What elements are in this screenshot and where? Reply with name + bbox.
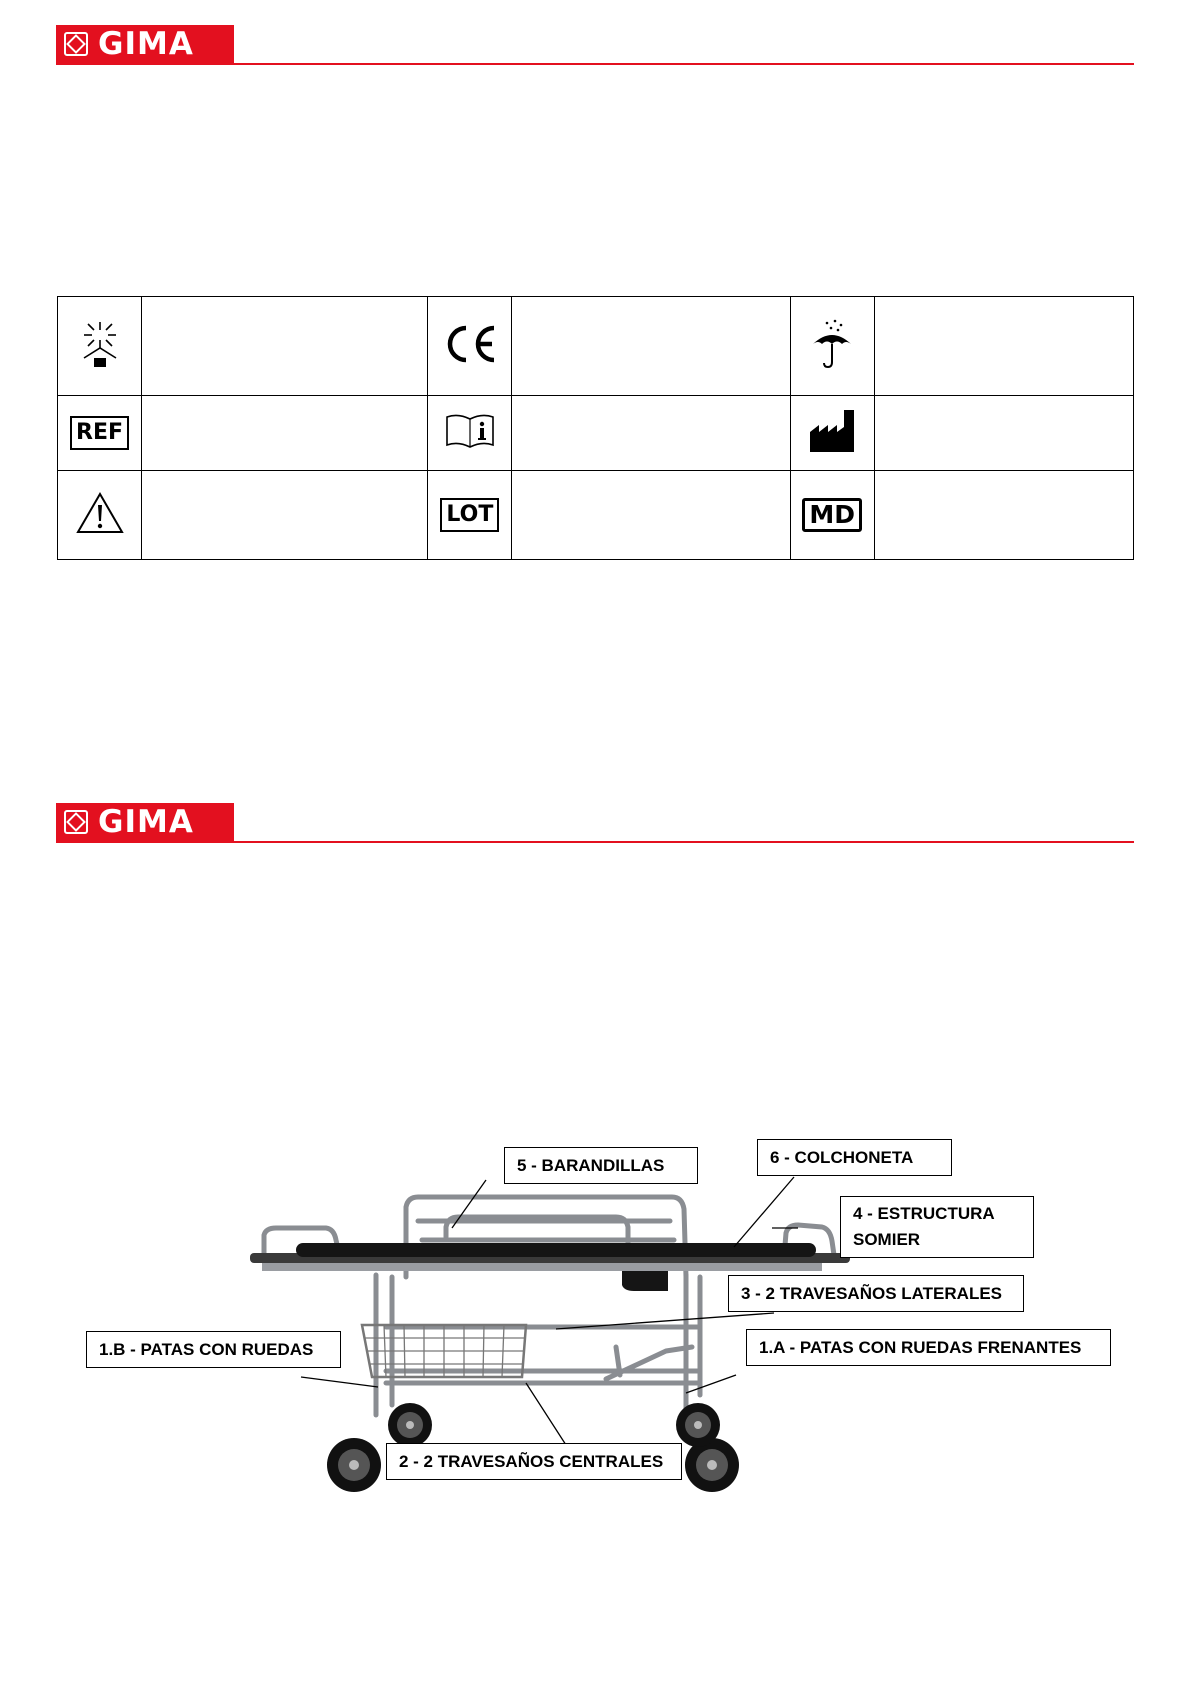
symbol-description: [512, 471, 790, 560]
manufacturer-factory-icon: [807, 408, 857, 454]
symbol-description: [142, 471, 428, 560]
symbol-cell: [790, 396, 874, 471]
label-patas-frenantes: 1.A - PATAS CON RUEDAS FRENANTES: [746, 1329, 1111, 1366]
label-patas-con-ruedas: 1.B - PATAS CON RUEDAS: [86, 1331, 341, 1368]
label-colchoneta: 6 - COLCHONETA: [757, 1139, 952, 1176]
gima-diamond-emblem-icon: [64, 32, 88, 56]
symbol-description: [874, 396, 1133, 471]
ref-catalogue-number-icon: REF: [70, 416, 129, 450]
label-estructura-line1: 4 - ESTRUCTURA: [853, 1204, 995, 1223]
symbol-description: [874, 471, 1133, 560]
header-rule: [56, 63, 1134, 65]
label-estructura-line2: SOMIER: [853, 1230, 921, 1249]
gima-diamond-emblem-icon: [64, 810, 88, 834]
label-barandillas: 5 - BARANDILLAS: [504, 1147, 698, 1184]
symbol-description: [512, 297, 790, 396]
consult-instructions-icon: [443, 411, 497, 451]
symbols-table: [57, 296, 1134, 560]
keep-dry-umbrella-icon: [809, 318, 855, 370]
symbol-cell: [58, 297, 142, 396]
ce-mark-icon: [440, 322, 500, 366]
gima-header-bottom: [56, 803, 1134, 843]
table-row: [58, 396, 1134, 471]
table-row: [58, 471, 1134, 560]
medical-device-icon: MD: [802, 498, 862, 532]
lot-batch-code-icon: LOT: [440, 498, 499, 532]
symbol-description: [142, 297, 428, 396]
symbol-cell: [790, 297, 874, 396]
table-row: [58, 297, 1134, 396]
symbol-description: [874, 297, 1133, 396]
label-travesanos-centrales: 2 - 2 TRAVESAÑOS CENTRALES: [386, 1443, 682, 1480]
symbol-cell: [790, 471, 874, 560]
stretcher-diagram: [86, 1125, 1111, 1505]
gima-wordmark: GIMA: [98, 804, 194, 840]
symbol-cell: [428, 297, 512, 396]
keep-away-from-sunlight-icon: [74, 318, 126, 370]
symbol-cell: [58, 396, 142, 471]
gima-logo: [56, 25, 234, 63]
symbol-cell: [428, 471, 512, 560]
gima-header-top: [56, 25, 1134, 65]
symbol-cell: [428, 396, 512, 471]
gima-logo: [56, 803, 234, 841]
symbol-cell: [58, 471, 142, 560]
label-travesanos-laterales: 3 - 2 TRAVESAÑOS LATERALES: [728, 1275, 1024, 1312]
header-rule: [56, 841, 1134, 843]
gima-wordmark: GIMA: [98, 26, 194, 62]
label-estructura-somier: [840, 1196, 1034, 1258]
symbol-description: [512, 396, 790, 471]
symbol-description: [142, 396, 428, 471]
caution-warning-triangle-icon: [75, 491, 125, 535]
